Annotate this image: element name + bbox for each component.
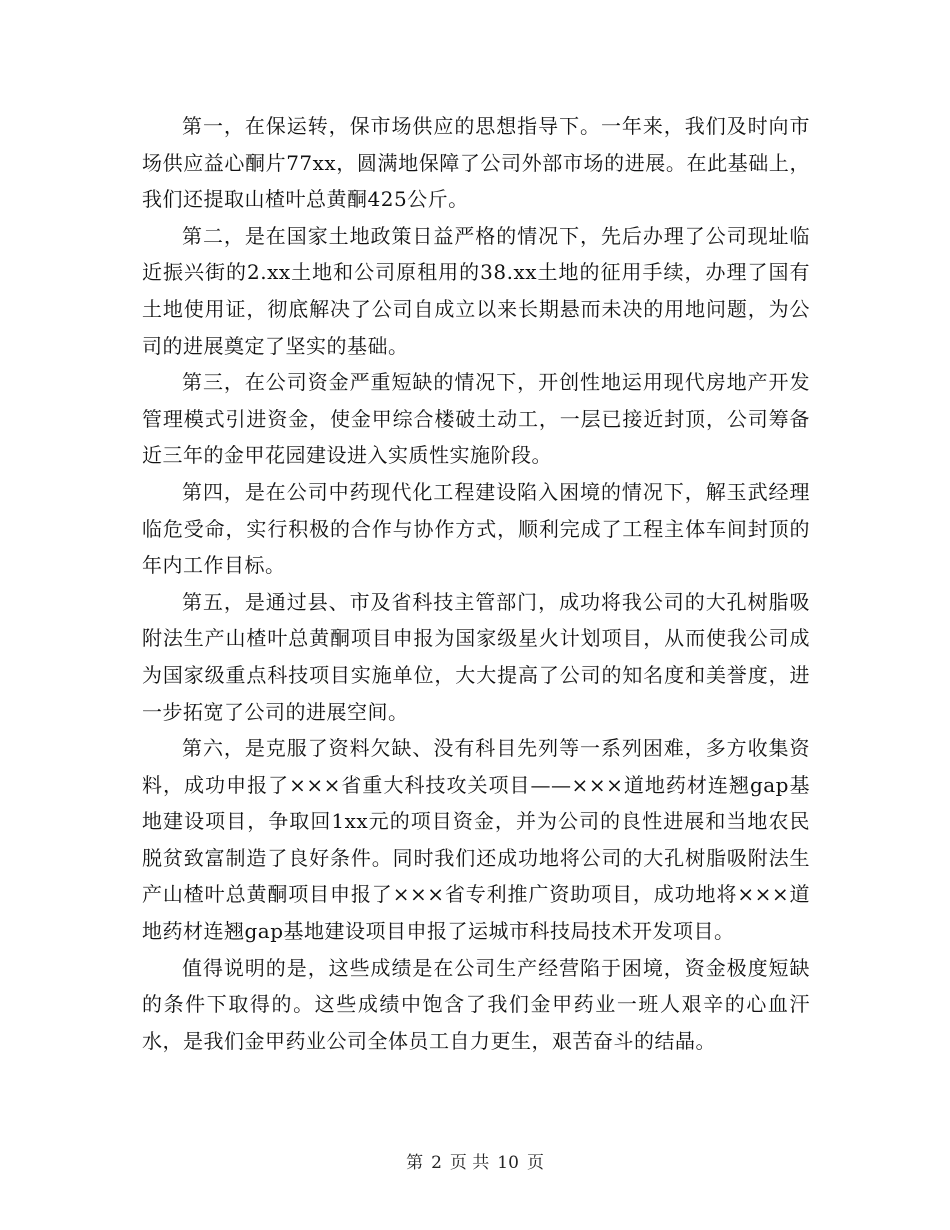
paragraph-4: 第四，是在公司中药现代化工程建设陷入困境的情况下，解玉武经理临危受命，实行积极的合作与协作方式，顺利完成了工程主体车间封顶的年内工作目标。 — [142, 479, 810, 578]
page-prefix: 第 — [406, 1153, 424, 1173]
paragraph-2: 第二，是在国家土地政策日益严格的情况下，先后办理了公司现址临近振兴街的2.xx土地和公司原租用的38.xx土地的征用手续，办理了国有土地使用证，彻底解决了公司自成立以来长期悬而未决的用地问题，为公司的进展奠定了坚实的基础。 — [142, 223, 810, 358]
page-footer — [0, 1148, 950, 1173]
total-pages: 10 — [497, 1153, 519, 1173]
paragraph-6: 第六，是克服了资料欠缺、没有科目先列等一系列困难，多方收集资料，成功申报了×××省重大科技攻关项目——×××道地药材连翘gap基地建设项目，争取回1xx元的项目资金，并为公司的良性进展和当地农民脱贫致富制造了良好条件。同时我们还成功地将公司的大孔树脂吸附法生产山楂叶总黄酮项目申报了×××省专利推广资助项目，成功地将×××道地药材连翘gap基地建设项目申报了运城市科技局技术开发项目。 — [142, 736, 810, 944]
paragraph-1: 第一，在保运转，保市场供应的思想指导下。一年来，我们及时向市场供应益心酮片77xx，圆满地保障了公司外部市场的进展。在此基础上，我们还提取山楂叶总黄酮425公斤。 — [142, 114, 810, 212]
page-mid: 页 共 — [449, 1153, 490, 1173]
page-number: 2 — [431, 1153, 442, 1173]
paragraph-7: 值得说明的是，这些成绩是在公司生产经营陷于困境，资金极度短缺的条件下取得的。这些成绩中饱含了我们金甲药业一班人艰辛的心血汗水，是我们金甲药业公司全体员工自力更生，艰苦奋斗的结晶。 — [142, 955, 810, 1053]
paragraph-5: 第五，是通过县、市及省科技主管部门，成功将我公司的大孔树脂吸附法生产山楂叶总黄酮项目申报为国家级星火计划项目，从而使我公司成为国家级重点科技项目实施单位，大大提高了公司的知名度和美誉度，进一步拓宽了公司的进展空间。 — [142, 589, 810, 724]
page-suffix: 页 — [526, 1153, 544, 1173]
document-body — [142, 108, 810, 1059]
paragraph-3: 第三，在公司资金严重短缺的情况下，开创性地运用现代房地产开发管理模式引进资金，使金甲综合楼破土动工，一层已接近封顶，公司筹备近三年的金甲花园建设进入实质性实施阶段。 — [142, 370, 810, 468]
